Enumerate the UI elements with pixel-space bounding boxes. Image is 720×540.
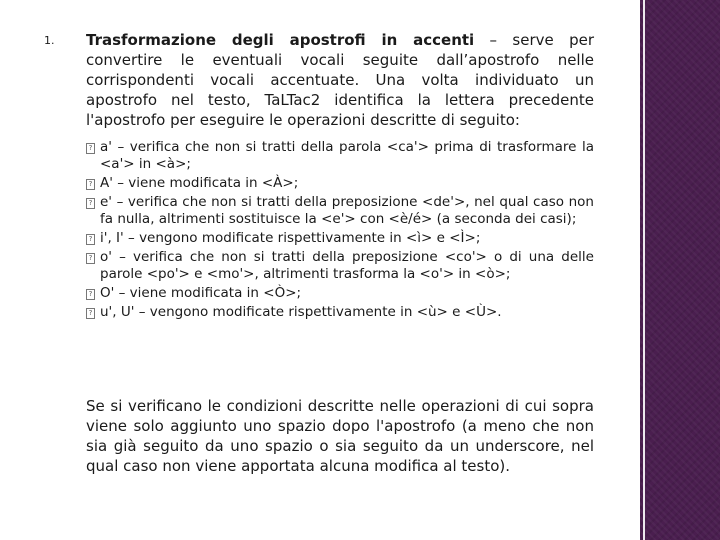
bullet-item [86,304,594,321]
bullet-icon: ? [86,198,95,209]
bullet-icon: ? [86,253,95,264]
bullet-text: u', U' – vengono modificate rispettivamente in <ù> e <Ù>. [100,304,502,320]
heading-rest: – serve per convertire le eventuali vocali seguite dall’apostrofo nelle corrispondenti vocali accentuate. Una volta individuato un apostrofo nel testo, TaLTac2 identifica la lettera precedente l'apostrofo per eseguire le operazioni descritte di seguito: [86,31,594,129]
bullet-icon: ? [86,289,95,300]
bullet-text: a' – verifica che non si tratti della parola <ca'> prima di trasformare la <a'> in <à>; [100,139,594,172]
bullet-icon: ? [86,234,95,245]
heading-bold: Trasformazione degli apostrofi in accenti [86,31,475,49]
bullet-text: A' – viene modificata in <À>; [100,175,299,191]
bullet-list [86,139,594,323]
bullet-item [86,139,594,173]
bullet-icon: ? [86,179,95,190]
decorative-side-panel [640,0,720,540]
heading-paragraph [86,30,594,130]
bullet-item [86,175,594,192]
bullet-text: i', I' – vengono modificate rispettivamente in <ì> e <Ì>; [100,230,481,246]
bullet-text: O' – viene modificata in <Ò>; [100,285,302,301]
bullet-icon: ? [86,143,95,154]
side-divider [643,0,645,540]
closing-paragraph: Se si verificano le condizioni descritte nelle operazioni di cui sopra viene solo aggiunto uno spazio dopo l'apostrofo (a meno che non sia già seguito da uno spazio o sia seguito da un underscore, nel qual caso non viene apportata alcuna modifica al testo). [86,397,594,475]
bullet-icon: ? [86,308,95,319]
bullet-item [86,285,594,302]
bullet-item [86,230,594,247]
bullet-text: e' – verifica che non si tratti della preposizione <de'>, nel qual caso non fa nulla, altrimenti sostituisce la <e'> con <è/é> (a seconda dei casi); [100,194,594,227]
bullet-item [86,194,594,228]
bullet-item [86,249,594,283]
bullet-text: o' – verifica che non si tratti della preposizione <co'> o di una delle parole <po'> e <mo'>, altrimenti trasforma la <o'> in <ò>; [100,249,594,282]
item-number: 1. [44,34,55,47]
